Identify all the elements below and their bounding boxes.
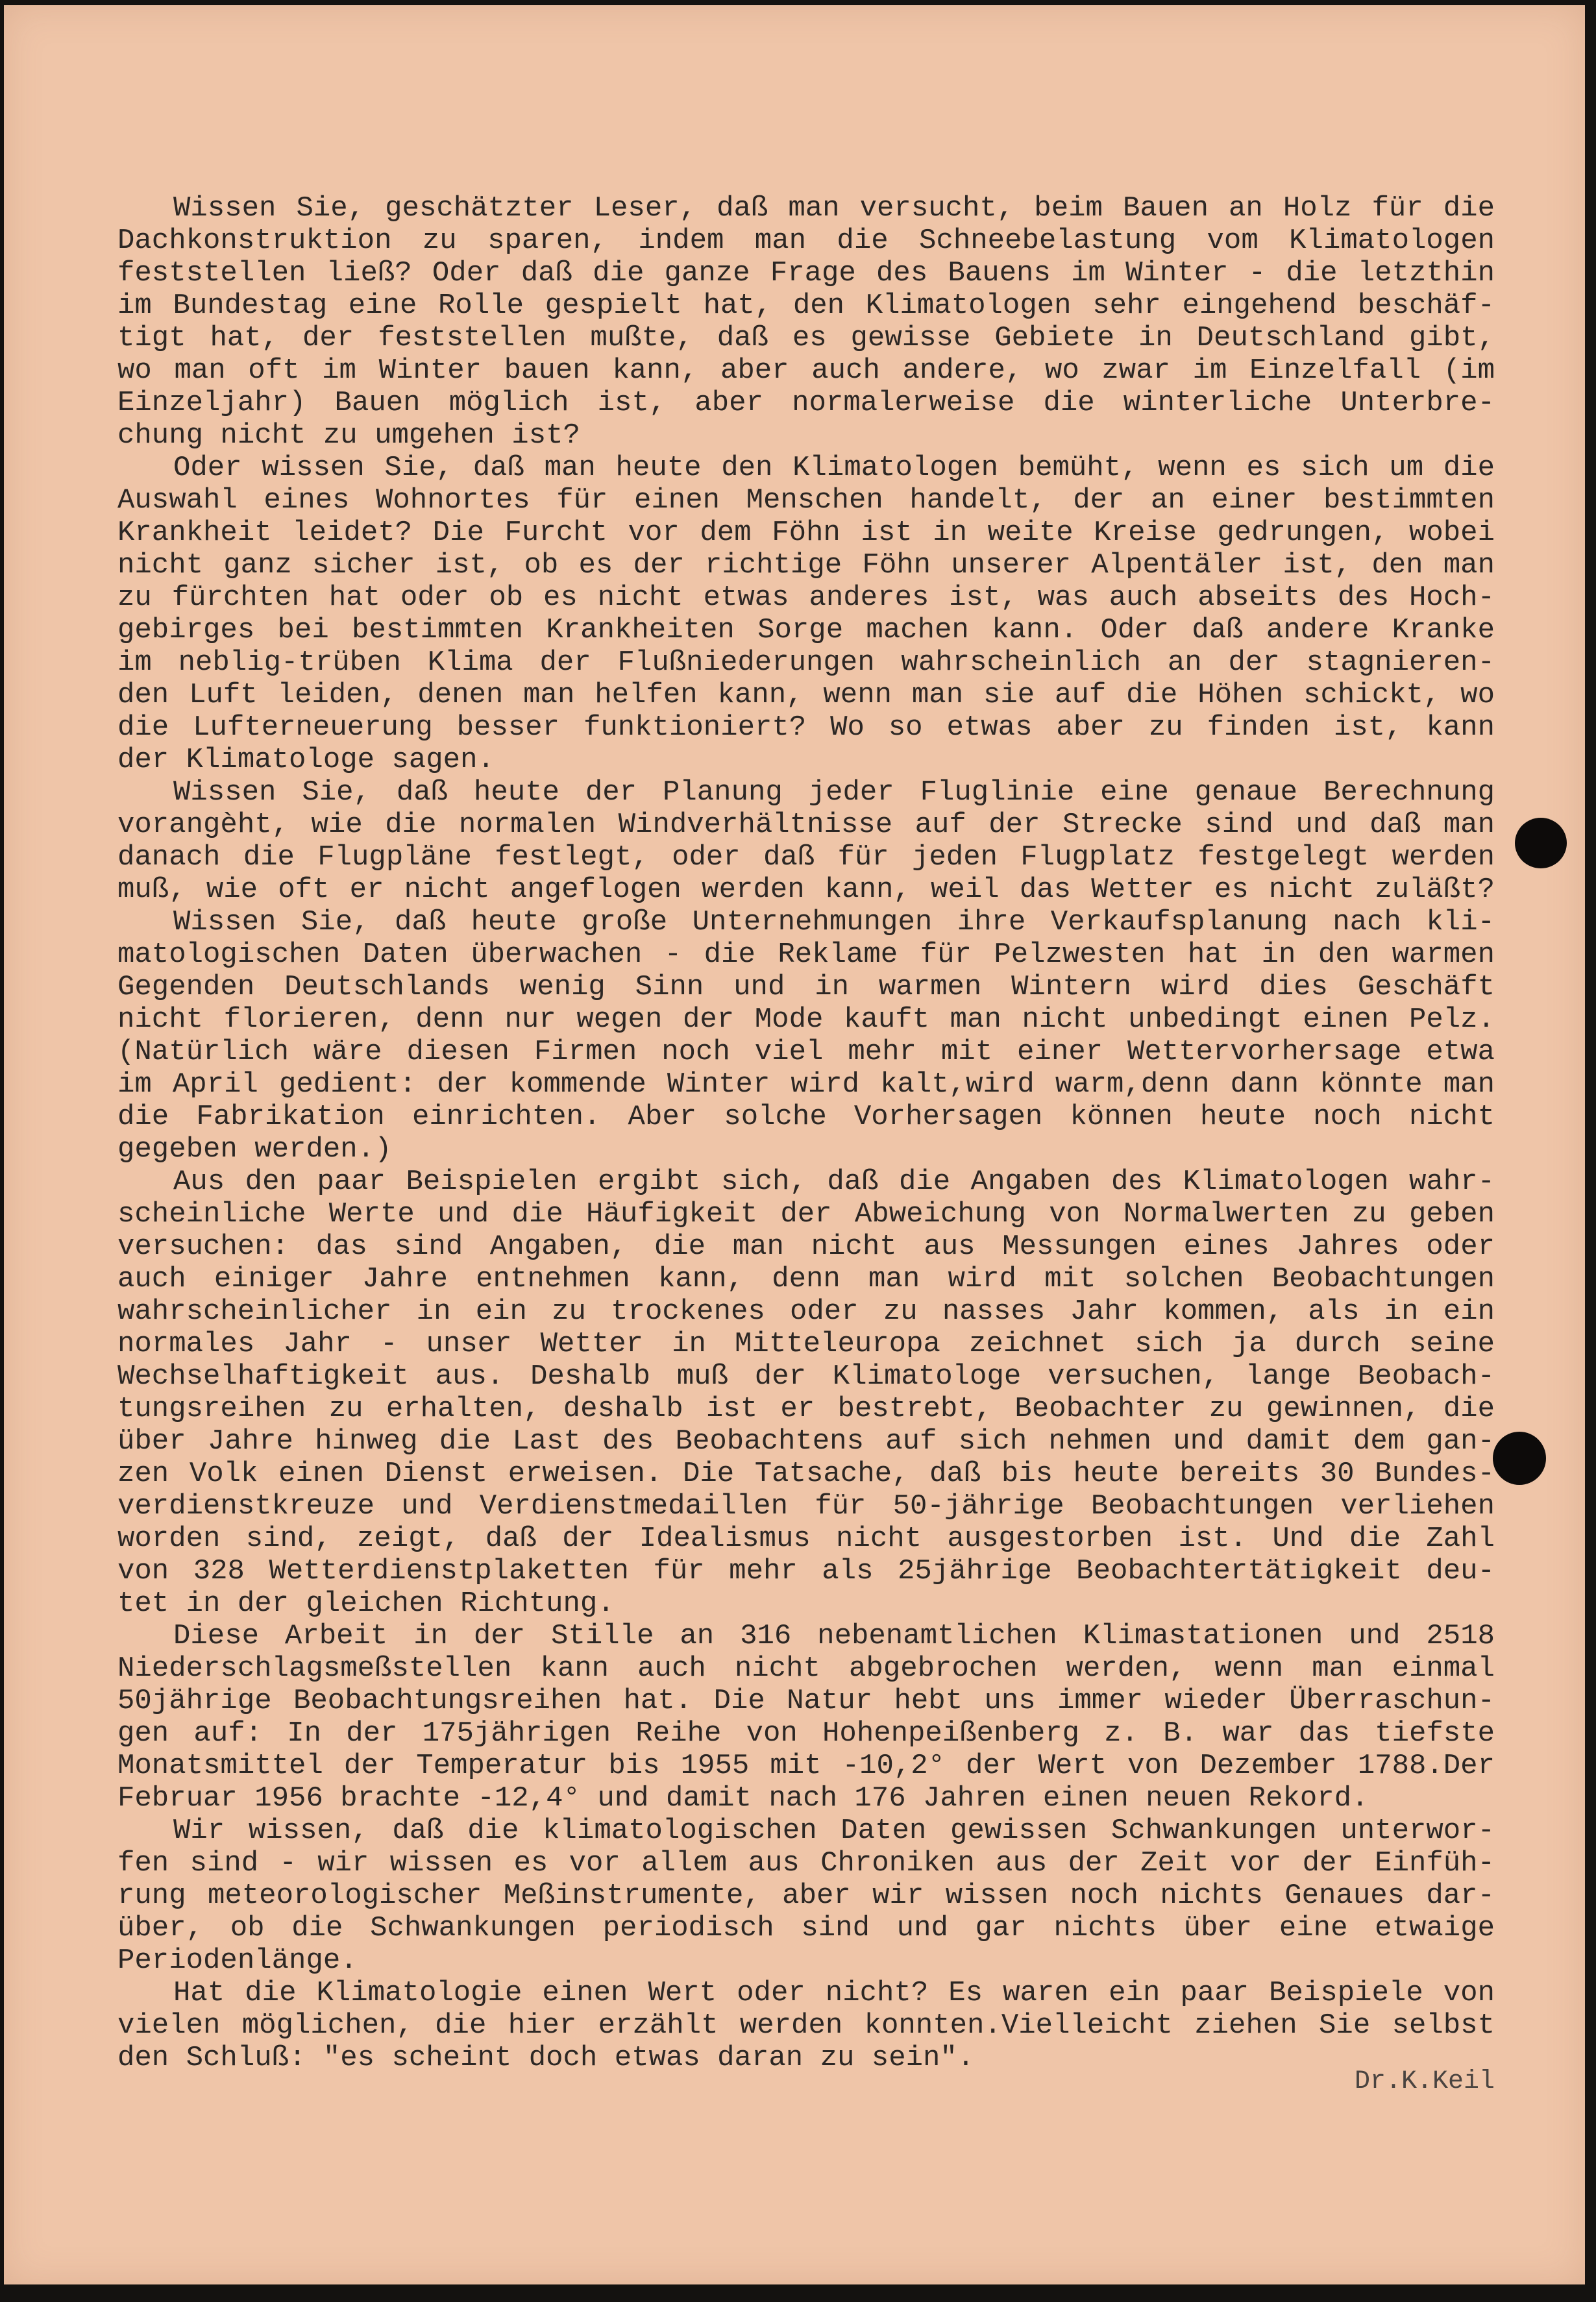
text-line: tigt hat, der feststellen mußte, daß es gewisse Gebiete in Deutschland gibt, [117,322,1495,354]
text-line: chung nicht zu umgehen ist? [117,419,580,452]
text-line: Februar 1956 brachte -12,4° und damit nach 176 Jahren einen neuen Rekord. [117,1782,1369,1815]
paragraph [117,452,1495,776]
text-line: im Bundestag eine Rolle gespielt hat, den Klimatologen sehr eingehend beschäf- [117,289,1495,322]
text-line: die Fabrikation einrichten. Aber solche Vorhersagen können heute noch nicht [117,1101,1495,1133]
text-line: im April gedient: der kommende Winter wird kalt,wird warm,denn dann könnte man [117,1068,1495,1101]
text-line: Oder wissen Sie, daß man heute den Klimatologen bemüht, wenn es sich um die [173,452,1495,484]
text-line: vielen möglichen, die hier erzählt werden konnten.Vielleicht ziehen Sie selbst [117,2009,1495,2042]
text-line: von 328 Wetterdienstplaketten für mehr als 25jährige Beobachtertätigkeit deu- [117,1555,1495,1587]
paragraph [117,776,1495,906]
text-line: den Luft leiden, denen man helfen kann, wenn man sie auf die Höhen schickt, wo [117,679,1495,711]
text-line: wahrscheinlicher in ein zu trockenes oder zu nasses Jahr kommen, als in ein [117,1295,1495,1328]
text-line: 50jährige Beobachtungsreihen hat. Die Natur hebt uns immer wieder Überraschun- [117,1685,1495,1717]
text-line: muß, wie oft er nicht angeflogen werden kann, weil das Wetter es nicht zuläßt? [117,874,1495,906]
paragraph [117,192,1495,452]
text-line: Diese Arbeit in der Stille an 316 nebenamtlichen Klimastationen und 2518 [173,1620,1495,1652]
text-line: Wissen Sie, geschätzter Leser, daß man versucht, beim Bauen an Holz für die [173,192,1495,225]
text-line: Periodenlänge. [117,1944,358,1977]
text-line: über Jahre hinweg die Last des Beobachtens auf sich nehmen und damit dem gan- [117,1425,1495,1458]
text-line: fen sind - wir wissen es vor allem aus Chroniken aus der Zeit vor der Einfüh- [117,1847,1495,1880]
text-line: Hat die Klimatologie einen Wert oder nicht? Es waren ein paar Beispiele von [173,1977,1495,2009]
paragraph [117,1166,1495,1620]
text-line: den Schluß: "es scheint doch etwas daran zu sein". [117,2042,975,2074]
text-line: auch einiger Jahre entnehmen kann, denn man wird mit solchen Beobachtungen [117,1263,1495,1295]
text-line: nicht florieren, denn nur wegen der Mode kauft man nicht unbedingt einen Pelz. [117,1003,1495,1036]
text-line: matologischen Daten überwachen - die Reklame für Pelzwesten hat in den warmen [117,938,1495,971]
text-line: die Lufterneuerung besser funktioniert? Wo so etwas aber zu finden ist, kann [117,711,1495,744]
text-line: im neblig-trüben Klima der Flußniederungen wahrscheinlich an der stagnieren- [117,646,1495,679]
text-line: verdienstkreuze und Verdienstmedaillen für 50-jährige Beobachtungen verliehen [117,1490,1495,1523]
text-line: gebirges bei bestimmten Krankheiten Sorge machen kann. Oder daß andere Kranke [117,614,1495,646]
text-line: rung meteorologischer Meßinstrumente, aber wir wissen noch nichts Genaues dar- [117,1880,1495,1912]
paragraph [117,906,1495,1166]
text-line: Krankheit leidet? Die Furcht vor dem Föhn ist in weite Kreise gedrungen, wobei [117,517,1495,549]
text-line: normales Jahr - unser Wetter in Mitteleuropa zeichnet sich ja durch seine [117,1328,1495,1360]
text-line: Wir wissen, daß die klimatologischen Daten gewissen Schwankungen unterwor- [173,1815,1495,1847]
text-line: versuchen: das sind Angaben, die man nicht aus Messungen eines Jahres oder [117,1231,1495,1263]
text-line: über, ob die Schwankungen periodisch sind und gar nichts über eine etwaige [117,1912,1495,1944]
text-line: feststellen ließ? Oder daß die ganze Frage des Bauens im Winter - die letzthin [117,257,1495,289]
paragraph [117,1815,1495,1977]
text-line: Einzeljahr) Bauen möglich ist, aber normalerweise die winterliche Unterbre- [117,387,1495,419]
text-line: Auswahl eines Wohnortes für einen Menschen handelt, der an einer bestimmten [117,484,1495,517]
text-line: Wissen Sie, daß heute der Planung jeder Fluglinie eine genaue Berechnung [173,776,1495,809]
text-line: gegeben werden.) [117,1133,392,1166]
text-line: tungsreihen zu erhalten, deshalb ist er bestrebt, Beobachter zu gewinnen, die [117,1393,1495,1425]
text-line: wo man oft im Winter bauen kann, aber auch andere, wo zwar im Einzelfall (im [117,354,1495,387]
text-line: danach die Flugpläne festlegt, oder daß für jeden Flugplatz festgelegt werden [117,841,1495,874]
text-line: zen Volk einen Dienst erweisen. Die Tatsache, daß bis heute bereits 30 Bundes- [117,1458,1495,1490]
text-line: zu fürchten hat oder ob es nicht etwas anderes ist, was auch abseits des Hoch- [117,582,1495,614]
text-line: Wechselhaftigkeit aus. Deshalb muß der Klimatologe versuchen, lange Beobach- [117,1360,1495,1393]
text-line: gen auf: In der 175jährigen Reihe von Hohenpeißenberg z. B. war das tiefste [117,1717,1495,1750]
signature: Dr.K.Keil [1354,2067,1495,2096]
text-line: vorangèht, wie die normalen Windverhältnisse auf der Strecke sind und daß man [117,809,1495,841]
punch-hole [1493,1432,1546,1485]
text-line: worden sind, zeigt, daß der Idealismus nicht ausgestorben ist. Und die Zahl [117,1523,1495,1555]
paragraph [117,1977,1495,2074]
text-line: scheinliche Werte und die Häufigkeit der Abweichung von Normalwerten zu geben [117,1198,1495,1231]
text-line: (Natürlich wäre diesen Firmen noch viel mehr mit einer Wettervorhersage etwa [117,1036,1495,1068]
paragraph [117,1620,1495,1815]
text-line: nicht ganz sicher ist, ob es der richtige Föhn unserer Alpentäler ist, den man [117,549,1495,582]
punch-hole [1515,818,1567,868]
text-line: Monatsmittel der Temperatur bis 1955 mit -10,2° der Wert von Dezember 1788.Der [117,1750,1495,1782]
page [4,5,1585,2284]
text-line: tet in der gleichen Richtung. [117,1587,615,1620]
text-line: Wissen Sie, daß heute große Unternehmungen ihre Verkaufsplanung nach kli- [173,906,1495,938]
text-line: Niederschlagsmeßstellen kann auch nicht abgebrochen werden, wenn man einmal [117,1652,1495,1685]
text-line: Aus den paar Beispielen ergibt sich, daß die Angaben des Klimatologen wahr- [173,1166,1495,1198]
text-line: Gegenden Deutschlands wenig Sinn und in warmen Wintern wird dies Geschäft [117,971,1495,1003]
document-body [117,192,1495,2074]
text-line: Dachkonstruktion zu sparen, indem man die Schneebelastung vom Klimatologen [117,225,1495,257]
text-line: der Klimatologe sagen. [117,744,495,776]
